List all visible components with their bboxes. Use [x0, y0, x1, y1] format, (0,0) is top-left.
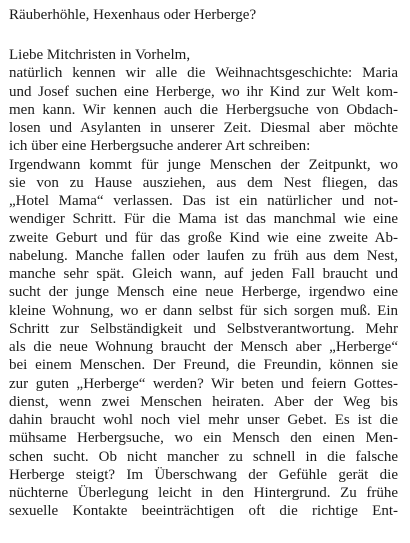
document-title: Räuberhöhle, Hexenhaus oder Herberge?: [9, 7, 257, 23]
text-line: dahin braucht wohl noch viel mehr unser Gebet. Es ist die: [9, 412, 398, 428]
text-line: wendiger Schritt. Für die Mama ist das manchmal wie eine: [9, 211, 398, 228]
text-line: sexuelle Kontakte beeinträchtigen oft die richtige Ent-: [9, 503, 398, 520]
text-line: ich über eine Herbergsuche anderer Art schreiben:: [9, 138, 311, 155]
text-line: men kann. Wir kennen auch die Herbergsuche von Obdach-: [9, 101, 398, 118]
text-line: sucht der junge Mensch eine neue Herberge, irgendwo eine: [9, 284, 398, 301]
text-line: nabelung. Manche fallen oder laufen zu früh aus dem Nest,: [9, 247, 398, 264]
text-line: zur guten „Herberge“ werden? Wir beten und feiern Gottes-: [9, 375, 398, 392]
text-line: und Josef suchen eine Herberge, wo ihr Kind zur Welt kom-: [9, 83, 398, 100]
document-body: [9, 46, 398, 521]
text-line: sie von zu Hause ausziehen, aus dem Nest fliegen, das: [9, 174, 398, 191]
text-line: schen sucht. Ob nicht mancher zu schnell in die falsche: [9, 448, 398, 465]
text-line: Schritt zur Selbständigkeit und Selbstverantwortung. Mehr: [9, 320, 398, 337]
text-line: mühsame Herbergsuche, wo ein Mensch den einen Men-: [9, 430, 398, 447]
text-line: als die neue Wohnung braucht der Mensch aber „Herberge“: [9, 339, 398, 355]
text-line: kleine Wohnung, wo er dann selbst für sich sorgen muß. Ein: [9, 302, 398, 319]
text-line: manche sehr spät. Gleich wann, auf jeden Fall braucht und: [9, 266, 398, 282]
text-line: Herberge steigt? Im Überschwang der Gefühle gerät die: [9, 466, 398, 483]
text-line: „Hotel Mama“ verlassen. Das ist ein natürlicher und not-: [9, 193, 398, 209]
text-line: nüchterne Überlegung leicht in den Hintergrund. Zu frühe: [9, 485, 398, 501]
text-line: zweite Geburt und für das große Kind wie eine zweite Ab-: [9, 229, 398, 246]
salutation-line: Liebe Mitchristen in Vorhelm,: [9, 47, 191, 63]
text-line: natürlich kennen wir alle die Weihnachtsgeschichte: Maria: [9, 65, 398, 82]
text-line: losen und Asylanten in unserer Zeit. Diesmal aber möchte: [9, 120, 398, 136]
text-line: Irgendwann kommt für junge Menschen der Zeitpunkt, wo: [9, 156, 398, 173]
text-line: dienst, wenn zwei Menschen heiraten. Aber der Weg bis: [9, 393, 398, 410]
text-line: bei einem Menschen. Der Freund, die Freundin, können sie: [9, 357, 398, 374]
